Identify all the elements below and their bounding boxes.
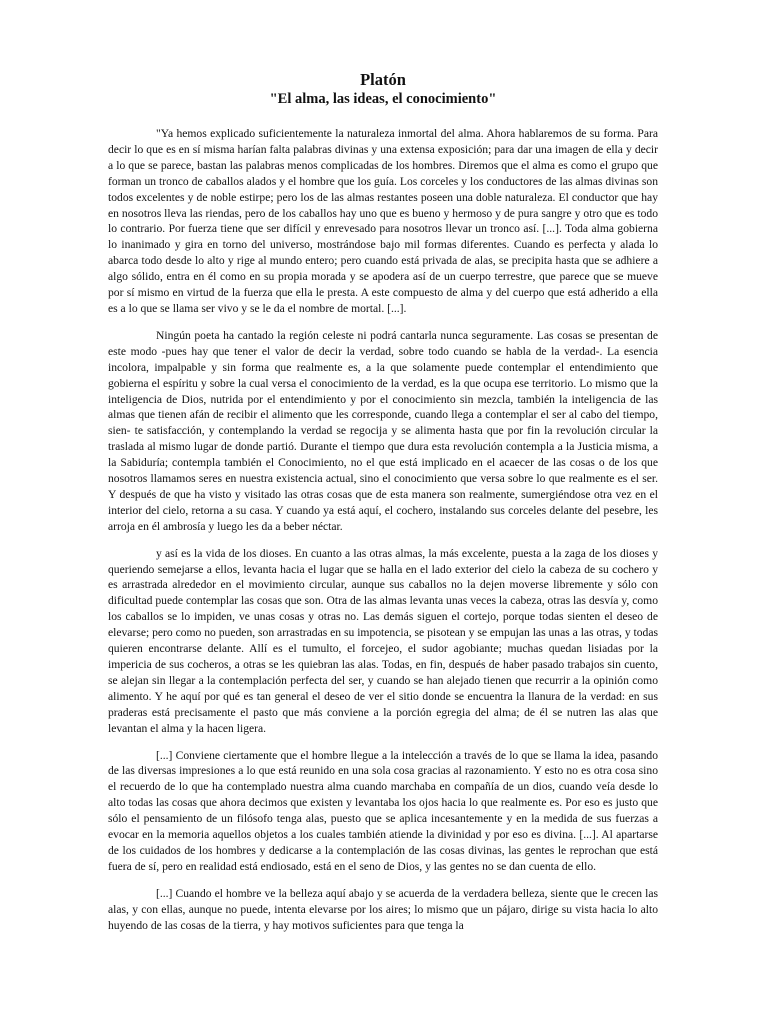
paragraph: y así es la vida de los dioses. En cuanto a las otras almas, la más excelente, puesta a la zaga de los dioses y queriendo semejarse a ellos, levanta hacia el lugar que se halla en el lado exterior del cielo la cabeza de su cochero y es arrastrada alrededor en el movimiento circular, aunque sus caballos no la dejen moverse libremente y sólo con dificultad puede contemplar las cosas que son. Otra de las almas levanta unas veces la cabeza, otras las desvía y, como los caballos se lo impiden, ve unas cosas y otras no. Las demás siguen el cortejo, porque todas sienten el deseo de elevarse; pero como no pueden, son arrastradas en su impotencia, se pisotean y se empujan las unas a las otras, y todas quieren encontrarse delante. Allí es el tumulto, el forcejeo, el sudor agobiante; muchas quedan lisiadas por la impericia de sus cocheros, a otras se les quiebran las alas. Todas, en fin, después de haber pasado trabajos sin cuento, se alejan sin llegar a la contemplación perfecta del ser, y cuando se han alejado tienen que recurrir a la opinión como alimento. Y he aquí por qué es tan general el deseo de ver el sitio donde se encuentra la llanura de la verdad: en sus praderas está precisamente el pasto que más conviene a la porción egregia del alma; de él se nutren las alas que levantan el alma y la hacen ligera.	[108, 546, 658, 735]
paragraph: Ningún poeta ha cantado la región celeste ni podrá cantarla nunca seguramente. Las cosas se presentan de este modo -pues hay que tener el valor de decir la verdad, sobre todo cuando se habla de la verdad-. La esencia incolora, impalpable y sin forma que realmente es, a la que solamente puede contemplar el entendimiento que gobierna el espíritu y sobre la cual versa el conocimiento de la verdad, es la que ocupa ese territorio. Lo mismo que la inteligencia de Dios, nutrida por el entendimiento y por el conocimiento sin mezcla, también la inteligencia de las almas que tienen afán de recibir el alimento que les corresponde, cuando llega a contemplar el ser al cabo del tiempo, sien- te satisfacción, y contemplando la verdad se regocija y se alimenta hasta que por fin la revolución circular la traslada al mismo lugar de donde partió. Durante el tiempo que dura esta revolución contempla a la Justicia misma, a la Sabiduría; contempla también el Conocimiento, no el que está implicado en el acaecer de las cosas o de los que nosotros llamamos seres en nuestra existencia actual, sino el conocimiento que versa sobre lo que realmente es el ser. Y después de que ha visto y visitado las otras cosas que de esta manera son realmente, sumergiéndose otra vez en el interior del cielo, retorna a su casa. Y cuando ya está aquí, el cochero, instalando sus corceles delante del pesebre, les arroja en él ambrosía y luego les da a beber néctar.	[108, 328, 658, 533]
document-page	[108, 70, 658, 945]
author-heading: Platón	[360, 70, 406, 89]
document-title: "El alma, las ideas, el conocimiento"	[269, 91, 497, 107]
paragraph: [...] Conviene ciertamente que el hombre llegue a la intelección a través de lo que se llama la idea, pasando de las diversas impresiones a lo que está reunido en una sola cosa gracias al razonamiento. Y esto no es otra cosa sino el recuerdo de lo que ha contemplado nuestra alma cuando marchaba en compañía de un dios, cuando veía desde lo alto todas las cosas que ahora decimos que existen y levantaba los ojos hacia lo que realmente es. Por eso es justo que sólo el pensamiento de un filósofo tenga alas, puesto que se aplica incesantemente y en la medida de sus fuerzas a evocar en la memoria aquellos objetos a los cuales también atiende la divinidad y por eso es divina. [...]. Al apartarse de los cuidados de los hombres y dedicarse a la contemplación de las cosas divinas, las gentes le reprochan que está fuera de sí, pero en realidad está endiosado, está en el seno de Dios, y las gentes no se dan cuenta de ello.	[108, 748, 658, 873]
paragraph: "Ya hemos explicado suficientemente la naturaleza inmortal del alma. Ahora hablaremos de su forma. Para decir lo que es en sí misma harían falta palabras divinas y una extensa exposición; para dar una imagen de ella y decir a lo que se parece, bastan las palabras menos complicadas de los hombres. Diremos que el alma es como el grupo que forman un tronco de caballos alados y el hombre que los guía. Los corceles y los conductores de las almas divinas son todos excelentes y de noble estirpe; pero los de las almas restantes poseen una doble naturaleza. El conductor que hay en nosotros lleva las riendas, pero de los caballos hay uno que es bueno y hermoso y de pura sangre y otro que es todo lo contrario. Por fuerza tiene que ser difícil y enrevesado para nosotros llevar un tronco así. [...]. Toda alma gobierna lo inanimado y gira en torno del universo, mostrándose bajo mil formas diferentes. Cuando es perfecta y alada lo abarca todo desde lo alto y rige al mundo entero; pero cuando está privada de alas, se precipita hasta que se adhiere a algo sólido, entra en él como en su propia morada y se apodera así de un cuerpo terrestre, que parece que se mueve por sí mismo en virtud de la fuerza que ella le presta. A este compuesto de alma y del cuerpo que está adherido a ella es a lo que se llama ser vivo y se le da el nombre de mortal. [...].	[108, 127, 658, 315]
paragraph: [...] Cuando el hombre ve la belleza aquí abajo y se acuerda de la verdadera belleza, siente que le crecen las alas, y con ellas, aunque no puede, intenta elevarse por los aires; lo mismo que un pájaro, dirige su vista hacia lo alto huyendo de las cosas de la tierra, y hay motivos suficientes para que tenga la	[108, 886, 658, 932]
body-text	[108, 126, 658, 934]
